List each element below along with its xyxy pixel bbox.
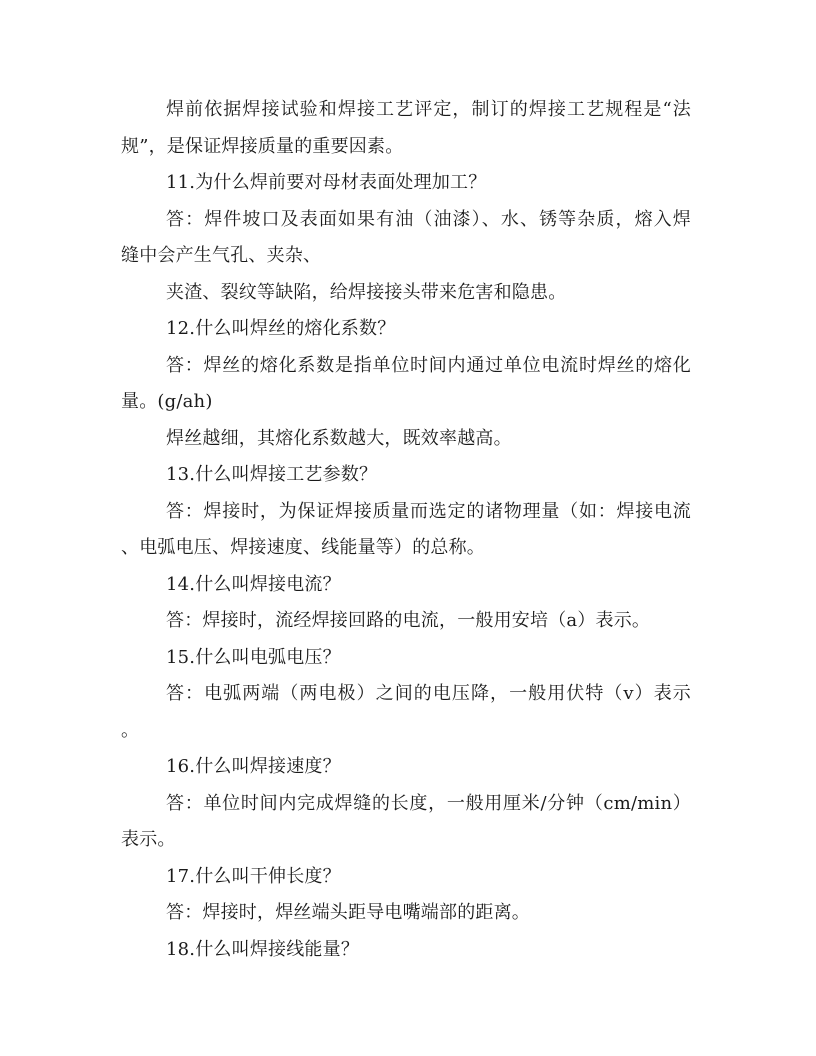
question-heading: 17.什么叫干伸长度？ — [166, 865, 341, 887]
answer-line: 量。(g/ah) — [121, 391, 213, 412]
answer-line: 答：焊件坡口及表面如果有油（油漆）、水、锈等杂质，熔入焊 — [166, 208, 691, 230]
question-heading: 13.什么叫焊接工艺参数？ — [166, 464, 378, 485]
answer-line: 缝中会产生气孔、夹杂、 — [121, 245, 322, 266]
answer-line: 答：焊接时，焊丝端头距导电嘴端部的距离。 — [166, 902, 530, 923]
answer-line: 表示。 — [121, 829, 176, 850]
answer-line: 、电弧电压、焊接速度、线能量等）的总称。 — [121, 537, 485, 558]
question-heading: 15.什么叫电弧电压？ — [166, 646, 341, 668]
text-line: 规”，是保证焊接质量的重要因素。 — [121, 135, 404, 157]
question-heading: 16.什么叫焊接速度？ — [166, 756, 341, 777]
question-heading: 11.为什么焊前要对母材表面处理加工？ — [166, 172, 487, 193]
answer-line: 答：焊丝的熔化系数是指单位时间内通过单位电流时焊丝的熔化 — [166, 354, 691, 376]
answer-line: 答：电弧两端（两电极）之间的电压降，一般用伏特（v）表示 — [166, 683, 691, 704]
answer-line: 答：焊接时，流经焊接回路的电流，一般用安培（a）表示。 — [166, 610, 651, 631]
answer-line: 焊丝越细，其熔化系数越大，既效率越高。 — [166, 427, 512, 449]
answer-line: 答：焊接时，为保证焊接质量而选定的诸物理量（如：焊接电流 — [166, 500, 691, 522]
question-heading: 14.什么叫焊接电流？ — [166, 573, 341, 595]
answer-line: 答：单位时间内完成焊缝的长度，一般用厘米/分钟（cm/min） — [166, 792, 691, 814]
answer-line: 。 — [121, 719, 140, 741]
answer-line: 夹渣、裂纹等缺陷，给焊接接头带来危害和隐患。 — [166, 281, 567, 303]
question-heading: 18.什么叫焊接线能量？ — [166, 938, 360, 960]
text-line: 焊前依据焊接试验和焊接工艺评定，制订的焊接工艺规程是“法 — [166, 99, 691, 120]
document-body — [121, 92, 691, 968]
question-heading: 12.什么叫焊丝的熔化系数？ — [166, 318, 396, 339]
